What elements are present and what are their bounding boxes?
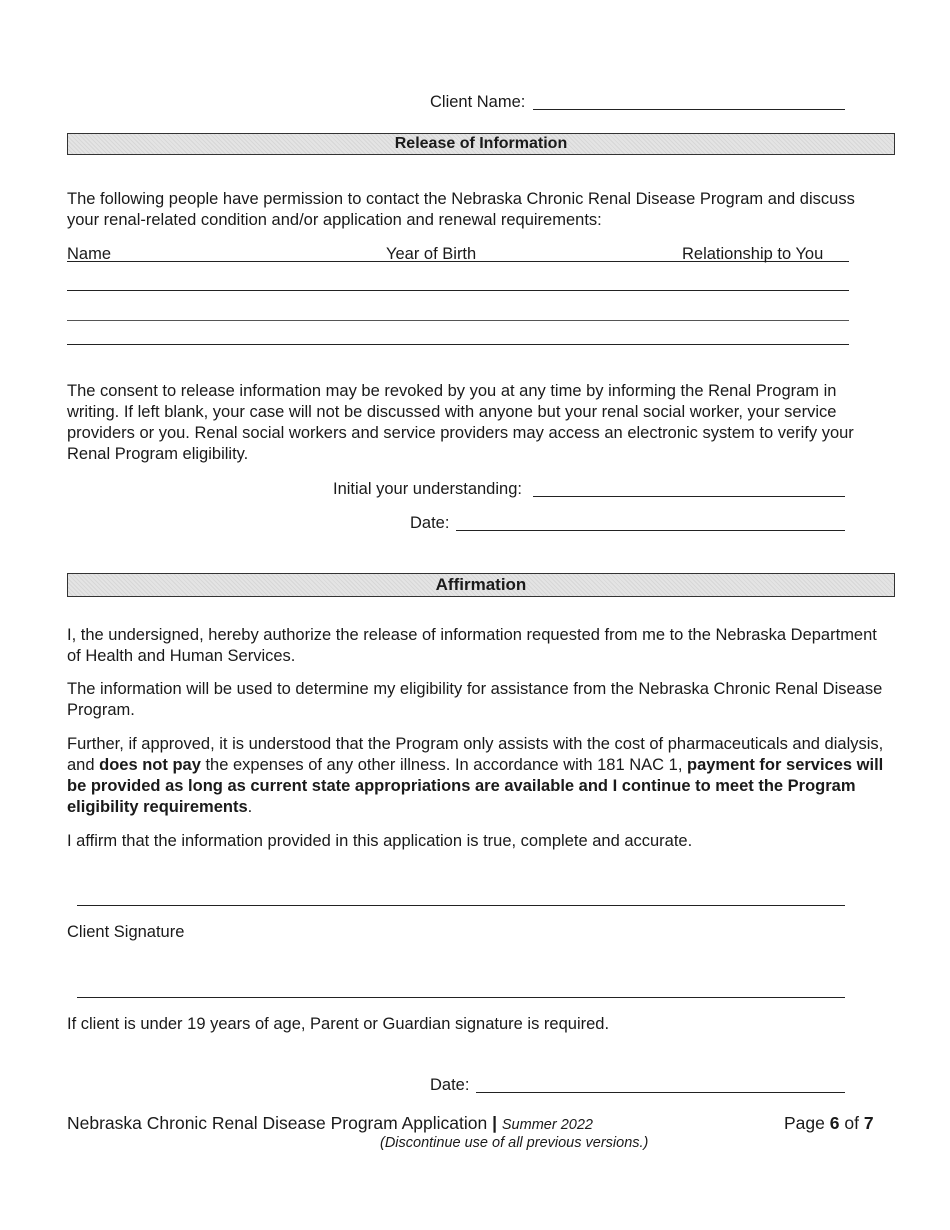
affirmation-paragraph-2: The information will be used to determine my eligibility for assistance from the Nebraska Chronic Renal Disease Program. xyxy=(67,680,883,719)
p3-text-e: . xyxy=(247,798,253,816)
column-header-relationship: Relationship to You xyxy=(682,245,824,263)
client-signature-line[interactable] xyxy=(77,905,845,906)
initial-understanding-field[interactable] xyxy=(533,496,845,497)
page-current: 6 xyxy=(829,1113,840,1133)
client-signature-label: Client Signature xyxy=(67,923,185,941)
page-prefix: Page xyxy=(784,1113,825,1133)
release-of-information-heading: Release of Information xyxy=(67,133,895,155)
affirmation-date-label: Date: xyxy=(430,1076,470,1094)
page-of: of xyxy=(844,1113,859,1133)
affirmation-paragraph-4: I affirm that the information provided in this application is true, complete and accurate. xyxy=(67,832,693,850)
affirmation-paragraph-1: I, the undersigned, hereby authorize the release of information requested from me to the Nebraska Department of Health and Human Services. xyxy=(67,626,877,665)
consent-text: The consent to release information may be revoked by you at any time by informing the Renal Program in writing. If left blank, your case will not be discussed with anyone but your renal social worker, your service providers or you. Renal social workers and service providers may access an electronic system to verify your Renal Program eligibility. xyxy=(67,382,854,463)
footer-title: Nebraska Chronic Renal Disease Program Application xyxy=(67,1113,488,1133)
column-header-name: Name xyxy=(67,245,112,263)
release-date-field[interactable] xyxy=(456,530,845,531)
release-intro-text: The following people have permission to contact the Nebraska Chronic Renal Disease Program and discuss your renal-related condition and/or application and renewal requirements: xyxy=(67,190,855,229)
page-total: 7 xyxy=(863,1113,874,1133)
release-entry-line-1[interactable] xyxy=(67,290,849,291)
footer-edition: Summer 2022 xyxy=(501,1117,593,1133)
release-entry-line-2[interactable] xyxy=(67,320,849,321)
client-name-label: Client Name: xyxy=(430,93,526,111)
release-entry-line-3[interactable] xyxy=(67,344,849,345)
initial-understanding-label: Initial your understanding: xyxy=(333,480,522,498)
p3-bold-payment-clause: payment for services will be provided as long as current state appropriations are available and I continue to meet the Program eligibility requirements xyxy=(67,756,884,816)
footer-note: (Discontinue use of all previous versions.) xyxy=(380,1135,649,1151)
guardian-signature-line[interactable] xyxy=(77,997,845,998)
guardian-signature-note: If client is under 19 years of age, Parent or Guardian signature is required. xyxy=(67,1015,610,1033)
p3-text-c: the expenses of any other illness. In accordance with 181 NAC 1, xyxy=(200,756,687,774)
column-header-year-of-birth: Year of Birth xyxy=(386,245,477,263)
client-name-field[interactable] xyxy=(533,109,845,110)
release-date-label: Date: xyxy=(410,514,450,532)
affirmation-paragraph-3 xyxy=(67,734,887,818)
p3-text-a: Further, if approved, it is understood that the Program only assists with the cost of pharmaceuticals and dialysis, and xyxy=(67,735,884,774)
footer-separator: | xyxy=(492,1113,497,1133)
affirmation-date-field[interactable] xyxy=(476,1092,845,1093)
affirmation-heading: Affirmation xyxy=(67,573,895,597)
page-number xyxy=(784,1113,874,1133)
p3-bold-does-not-pay: does not pay xyxy=(99,756,201,774)
footer-title-block xyxy=(67,1113,593,1135)
